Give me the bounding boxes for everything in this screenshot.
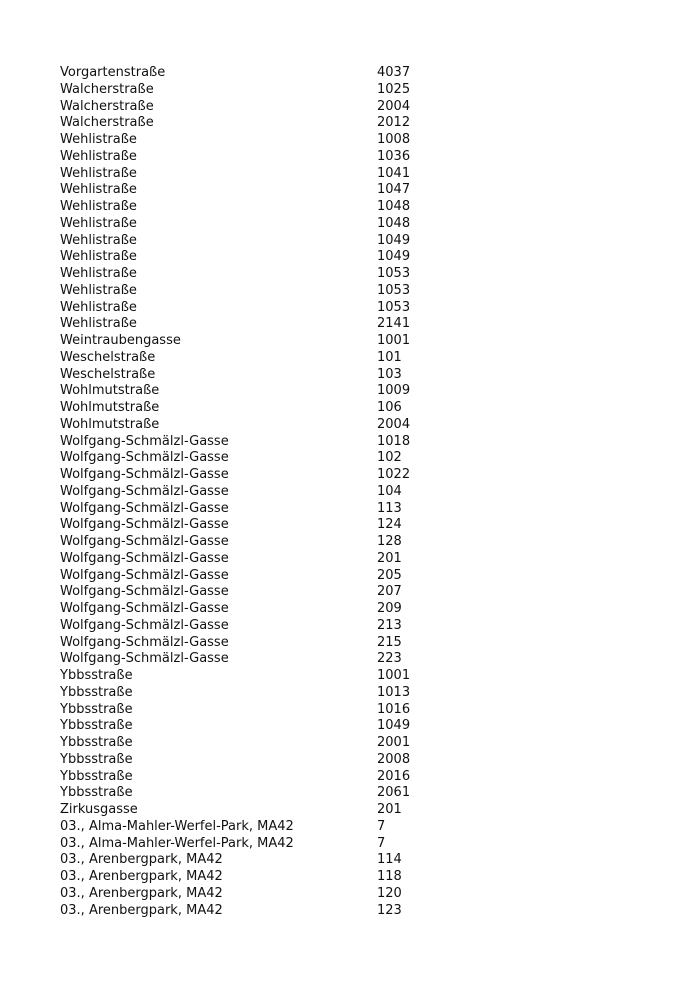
- table-row: [60, 584, 460, 601]
- number-cell: 123: [377, 902, 402, 918]
- table-row: [60, 434, 460, 451]
- street-name-cell: 03., Arenbergpark, MA42: [60, 885, 223, 901]
- number-cell: 207: [377, 584, 402, 600]
- street-name-cell: Ybbsstraße: [60, 718, 133, 734]
- street-name-cell: Ybbsstraße: [60, 785, 133, 801]
- number-cell: 205: [377, 567, 402, 583]
- number-cell: 118: [377, 869, 402, 884]
- table-row: [60, 685, 460, 702]
- street-name-cell: Walcherstraße: [60, 98, 154, 114]
- number-cell: 1001: [377, 668, 411, 683]
- table-row: [60, 300, 460, 317]
- table-row: [60, 869, 460, 886]
- number-cell: 1025: [377, 81, 411, 97]
- street-name-cell: Wolfgang-Schmälzl-Gasse: [60, 634, 229, 650]
- street-name-cell: Wehlistraße: [60, 148, 137, 164]
- table-row: [60, 635, 460, 652]
- number-cell: 1047: [377, 182, 411, 198]
- number-cell: 7: [377, 818, 386, 834]
- number-cell: 2008: [377, 751, 411, 767]
- street-name-cell: Weschelstraße: [60, 349, 156, 365]
- table-row: [60, 769, 460, 786]
- table-row: [60, 333, 460, 350]
- street-name-cell: Wehlistraße: [60, 232, 137, 248]
- street-name-cell: Wolfgang-Schmälzl-Gasse: [60, 534, 229, 549]
- street-name-cell: 03., Alma-Mahler-Werfel-Park, MA42: [60, 818, 294, 834]
- number-cell: 103: [377, 366, 402, 382]
- street-name-cell: Ybbsstraße: [60, 684, 133, 700]
- number-cell: 101: [377, 349, 402, 365]
- table-row: [60, 702, 460, 719]
- number-cell: 2012: [377, 115, 411, 131]
- number-cell: 1018: [377, 433, 411, 449]
- street-name-cell: Weschelstraße: [60, 366, 156, 382]
- street-name-cell: Ybbsstraße: [60, 768, 133, 784]
- table-row: [60, 752, 460, 769]
- number-cell: 209: [377, 601, 402, 616]
- number-cell: 104: [377, 483, 402, 499]
- table-row: [60, 233, 460, 250]
- table-row: [60, 467, 460, 484]
- number-cell: 1041: [377, 165, 411, 181]
- table-row: [60, 132, 460, 149]
- number-cell: 213: [377, 617, 402, 633]
- table-row: [60, 501, 460, 518]
- number-cell: 1022: [377, 467, 411, 482]
- street-name-cell: Wolfgang-Schmälzl-Gasse: [60, 617, 229, 633]
- number-cell: 4037: [377, 65, 411, 80]
- street-name-cell: 03., Arenbergpark, MA42: [60, 852, 223, 868]
- number-cell: 120: [377, 885, 402, 901]
- table-row: [60, 249, 460, 266]
- table-row: [60, 115, 460, 132]
- street-name-cell: Wolfgang-Schmälzl-Gasse: [60, 483, 229, 499]
- table-row: [60, 182, 460, 199]
- number-cell: 215: [377, 634, 402, 650]
- number-cell: 114: [377, 852, 402, 868]
- table-row: [60, 852, 460, 869]
- table-row: [60, 367, 460, 384]
- table-row: [60, 450, 460, 467]
- number-cell: 2004: [377, 416, 411, 432]
- table-row: [60, 199, 460, 216]
- number-cell: 1053: [377, 266, 411, 281]
- number-cell: 124: [377, 517, 402, 533]
- table-row: [60, 166, 460, 183]
- table-row: [60, 802, 460, 819]
- street-name-cell: Wolfgang-Schmälzl-Gasse: [60, 601, 229, 616]
- street-name-cell: Wehlistraße: [60, 266, 137, 281]
- table-row: [60, 668, 460, 685]
- number-cell: 1048: [377, 199, 411, 214]
- number-cell: 1009: [377, 383, 411, 399]
- street-name-cell: Ybbsstraße: [60, 735, 133, 750]
- table-row: [60, 651, 460, 668]
- number-cell: 1048: [377, 215, 411, 231]
- number-cell: 2141: [377, 316, 411, 332]
- number-cell: 2001: [377, 735, 411, 750]
- number-cell: 1049: [377, 249, 411, 265]
- street-name-cell: Wolfgang-Schmälzl-Gasse: [60, 450, 229, 466]
- street-name-cell: Walcherstraße: [60, 81, 154, 97]
- number-cell: 7: [377, 835, 386, 851]
- table-row: [60, 400, 460, 417]
- table-row: [60, 417, 460, 434]
- table-row: [60, 99, 460, 116]
- number-cell: 1036: [377, 148, 411, 164]
- table-row: [60, 517, 460, 534]
- number-cell: 1053: [377, 282, 411, 298]
- number-cell: 2061: [377, 785, 411, 801]
- street-name-cell: 03., Arenbergpark, MA42: [60, 869, 223, 884]
- table-row: [60, 149, 460, 166]
- table-row: [60, 534, 460, 551]
- street-name-cell: Wolfgang-Schmälzl-Gasse: [60, 550, 229, 566]
- street-name-cell: Wolfgang-Schmälzl-Gasse: [60, 651, 229, 667]
- table-row: [60, 350, 460, 367]
- table-row: [60, 283, 460, 300]
- street-name-cell: Wolfgang-Schmälzl-Gasse: [60, 517, 229, 533]
- number-cell: 106: [377, 400, 402, 415]
- street-name-cell: Wehlistraße: [60, 299, 137, 315]
- table-row: [60, 735, 460, 752]
- number-cell: 102: [377, 450, 402, 466]
- street-name-cell: Zirkusgasse: [60, 802, 138, 817]
- table-row: [60, 551, 460, 568]
- street-name-cell: 03., Alma-Mahler-Werfel-Park, MA42: [60, 835, 294, 851]
- number-cell: 1013: [377, 684, 411, 700]
- street-name-cell: Wohlmutstraße: [60, 383, 160, 399]
- table-row: [60, 82, 460, 99]
- number-cell: 1049: [377, 232, 411, 248]
- table-row: [60, 568, 460, 585]
- number-cell: 2004: [377, 98, 411, 114]
- street-name-cell: Wohlmutstraße: [60, 400, 160, 415]
- street-name-cell: Ybbsstraße: [60, 668, 133, 683]
- street-name-cell: Wolfgang-Schmälzl-Gasse: [60, 467, 229, 482]
- number-cell: 1001: [377, 333, 411, 348]
- number-cell: 1008: [377, 132, 411, 147]
- table-row: [60, 886, 460, 903]
- table-row: [60, 266, 460, 283]
- street-name-cell: Wohlmutstraße: [60, 416, 160, 432]
- table-row: [60, 836, 460, 853]
- street-name-cell: Wehlistraße: [60, 165, 137, 181]
- table-row: [60, 718, 460, 735]
- street-name-cell: Vorgartenstraße: [60, 65, 166, 80]
- address-table: [60, 65, 460, 919]
- street-name-cell: Ybbsstraße: [60, 751, 133, 767]
- table-row: [60, 316, 460, 333]
- street-name-cell: Wolfgang-Schmälzl-Gasse: [60, 500, 229, 516]
- table-row: [60, 65, 460, 82]
- number-cell: 223: [377, 651, 402, 667]
- street-name-cell: Wehlistraße: [60, 282, 137, 298]
- street-name-cell: Wehlistraße: [60, 199, 137, 214]
- street-name-cell: Wehlistraße: [60, 215, 137, 231]
- number-cell: 113: [377, 500, 402, 516]
- street-name-cell: Weintraubengasse: [60, 333, 181, 348]
- table-row: [60, 819, 460, 836]
- table-row: [60, 216, 460, 233]
- street-name-cell: Wehlistraße: [60, 249, 137, 265]
- street-name-cell: Wehlistraße: [60, 132, 137, 147]
- table-row: [60, 618, 460, 635]
- street-name-cell: Ybbsstraße: [60, 701, 133, 717]
- street-name-cell: Wolfgang-Schmälzl-Gasse: [60, 433, 229, 449]
- table-row: [60, 785, 460, 802]
- street-name-cell: Wolfgang-Schmälzl-Gasse: [60, 567, 229, 583]
- number-cell: 128: [377, 534, 402, 549]
- number-cell: 1049: [377, 718, 411, 734]
- number-cell: 1016: [377, 701, 411, 717]
- street-name-cell: 03., Arenbergpark, MA42: [60, 902, 223, 918]
- number-cell: 2016: [377, 768, 411, 784]
- table-row: [60, 383, 460, 400]
- table-row: [60, 484, 460, 501]
- street-name-cell: Wolfgang-Schmälzl-Gasse: [60, 584, 229, 600]
- number-cell: 201: [377, 550, 402, 566]
- table-row: [60, 903, 460, 920]
- street-name-cell: Walcherstraße: [60, 115, 154, 131]
- street-name-cell: Wehlistraße: [60, 316, 137, 332]
- street-name-cell: Wehlistraße: [60, 182, 137, 198]
- number-cell: 201: [377, 802, 402, 817]
- table-row: [60, 601, 460, 618]
- number-cell: 1053: [377, 299, 411, 315]
